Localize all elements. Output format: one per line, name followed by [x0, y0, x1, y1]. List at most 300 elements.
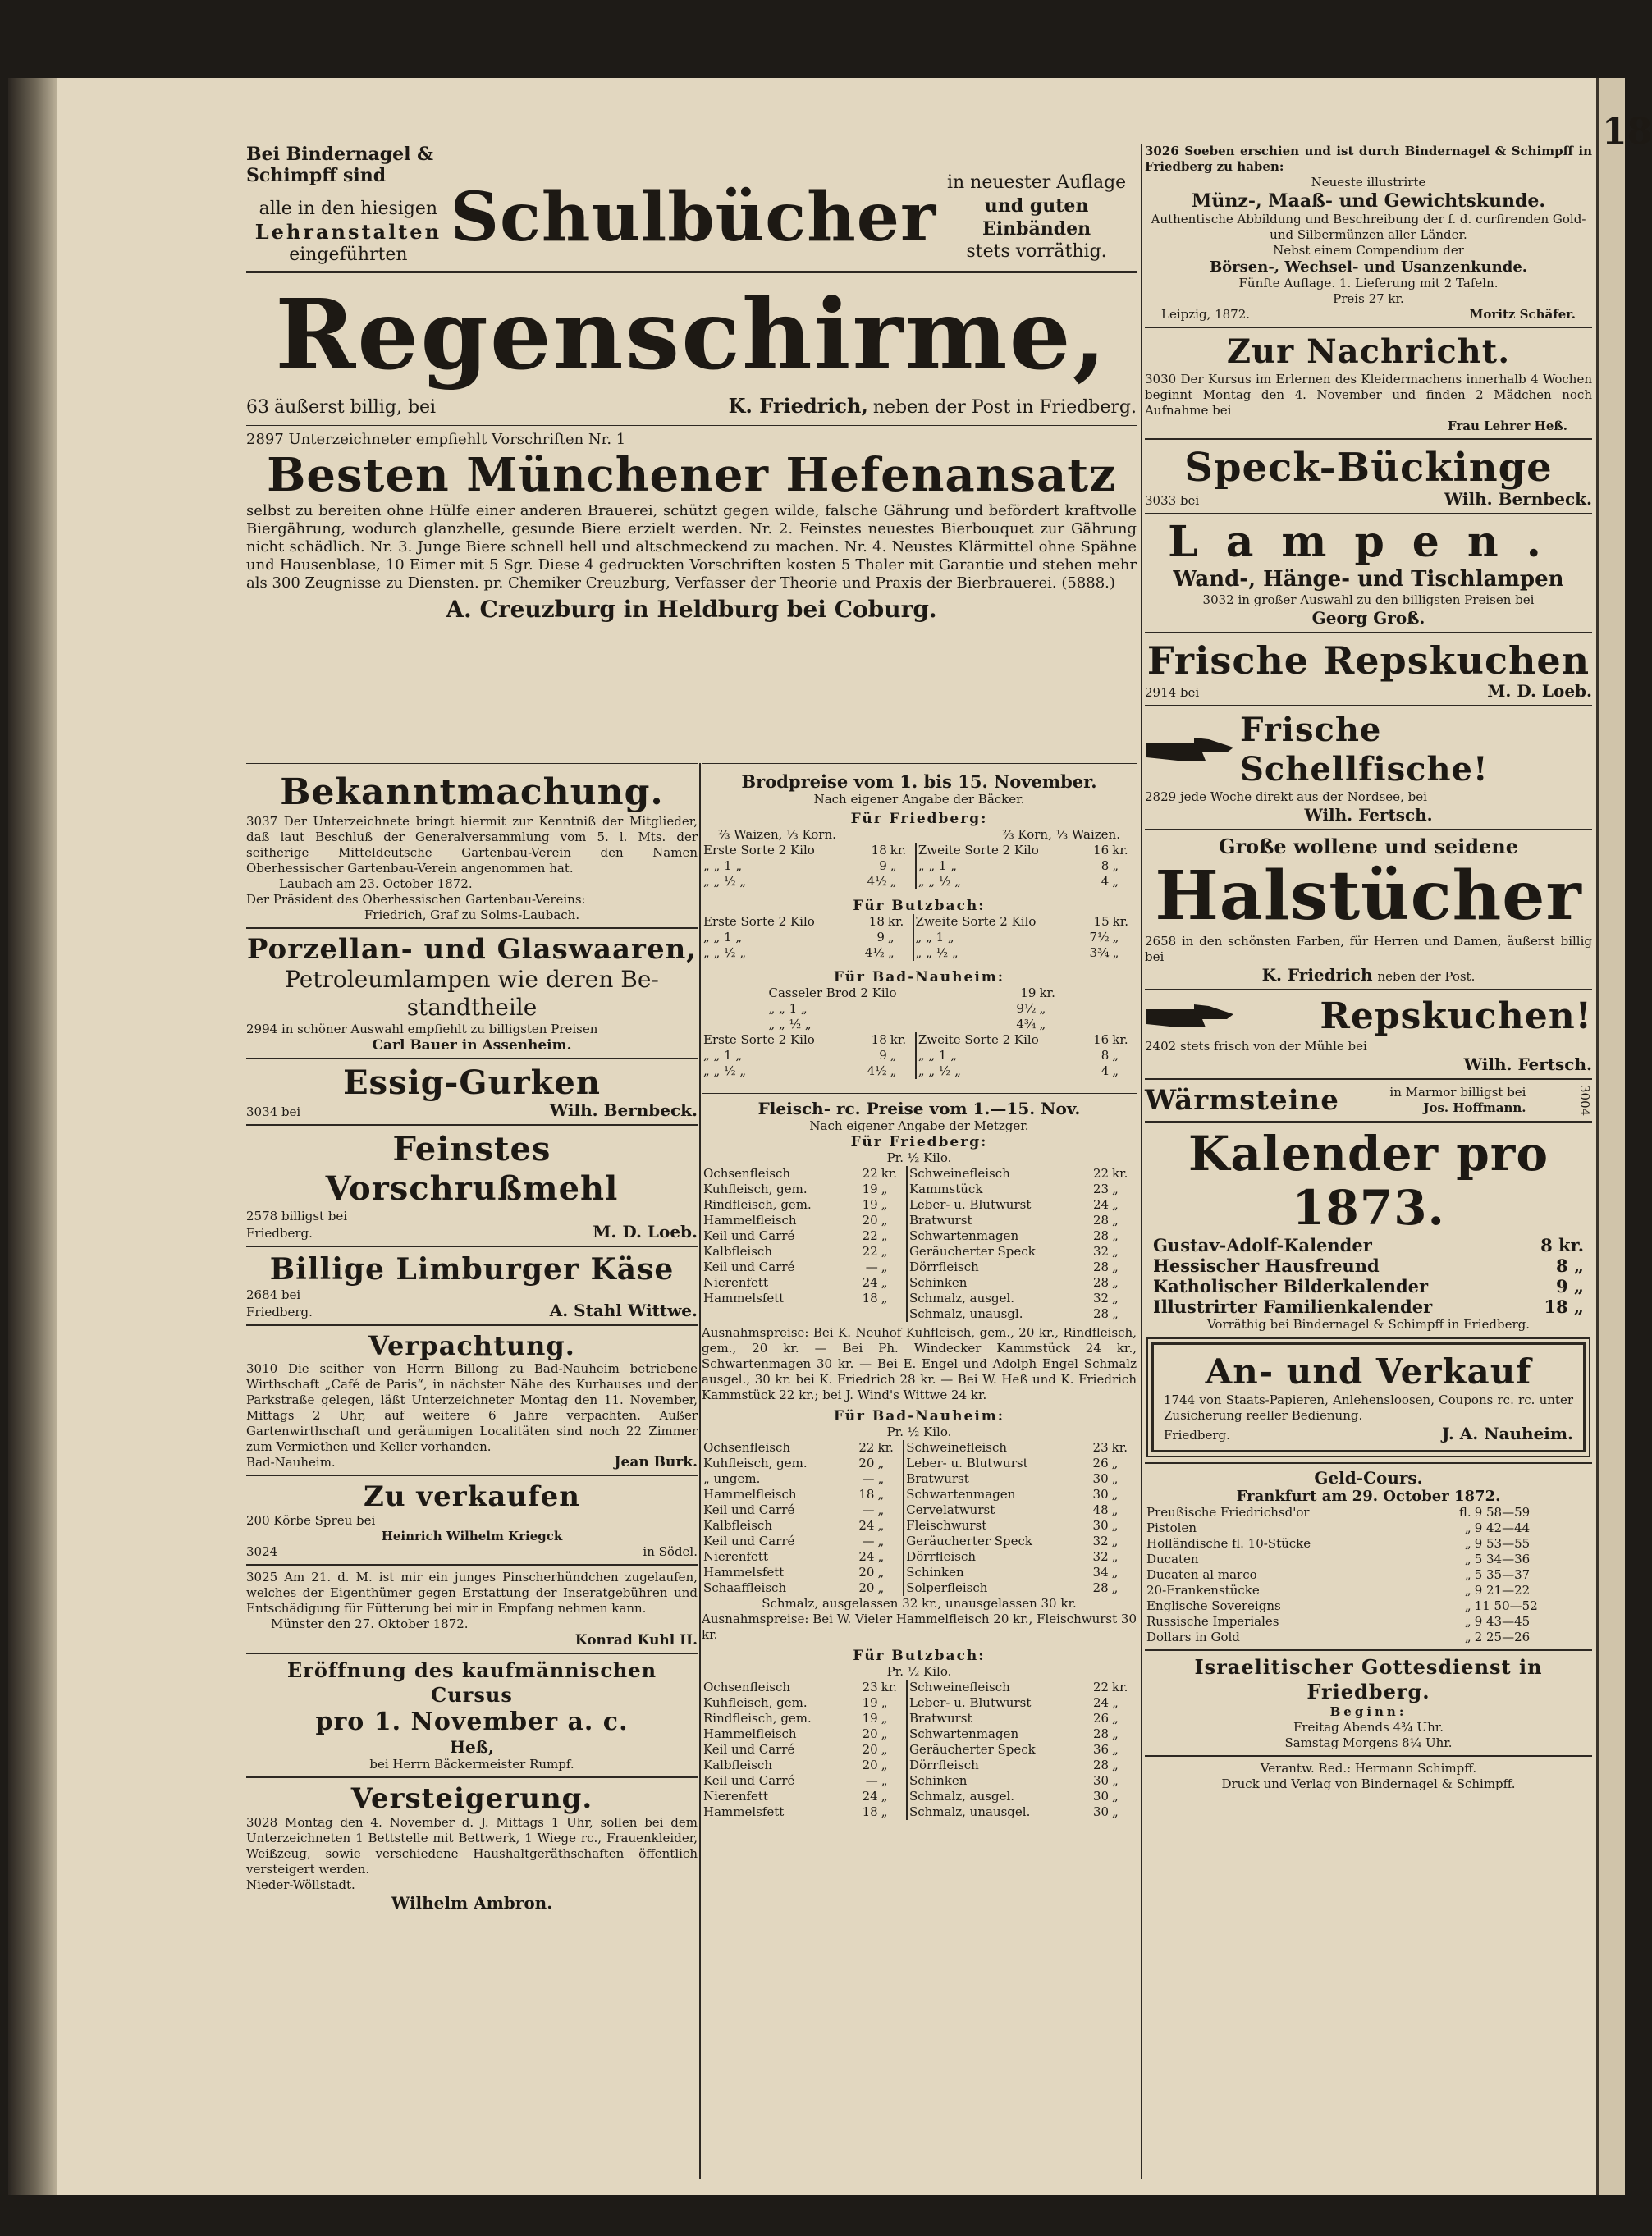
list-item — [1153, 1296, 1584, 1317]
table-cell: „ — [881, 1244, 888, 1259]
table-cell: 7½ — [1089, 930, 1110, 944]
table-cell: 32 — [1092, 1549, 1109, 1564]
table-cell: Hammelsfett — [703, 1565, 785, 1580]
table-cell: Geräucherter Speck — [907, 1244, 1085, 1260]
table-cell: 22 — [858, 1440, 875, 1455]
table-cell: — — [862, 1502, 875, 1517]
table-cell: Zweite Sorte 2 Kilo — [916, 843, 1085, 858]
table-cell: „ — [1464, 1552, 1471, 1566]
table-cell: 28 — [1092, 1228, 1110, 1243]
table-cell: „ „ 1 „ — [703, 930, 743, 944]
list-item — [1153, 1235, 1584, 1255]
regen-signature: K. Friedrich, — [728, 394, 868, 418]
table-cell: 30 — [1092, 1804, 1110, 1819]
table-cell: „ — [1112, 1275, 1119, 1290]
fleisch-table-nauheim — [702, 1440, 1137, 1596]
table-cell: Keil und Carré — [703, 1534, 795, 1548]
table-row — [702, 1773, 1137, 1789]
table-row — [702, 1228, 1137, 1244]
table-cell: „ — [1112, 945, 1119, 960]
table-cell: kr. — [1112, 1680, 1128, 1694]
cursus-title: Eröffnung des kaufmännischen Cursus — [286, 1658, 657, 1707]
table-cell: kr. — [887, 914, 904, 929]
table-cell: Zweite Sorte 2 Kilo — [916, 1032, 1085, 1048]
table-cell: „ — [881, 1695, 888, 1710]
table-cell: „ — [1464, 1536, 1471, 1551]
table-cell: 30 — [1092, 1471, 1109, 1486]
banner-ads: Bei Bindernagel & Schimpff sind alle in den hiesigen Lehranstalten eingeführten Schulbücher in neuester Auflage und guten Einbänden stets vorräthig. Regenschirme, 63 äußerst billig, bei K. Friedrich, neben der Post in Friedberg. 2897 Unterzeichneter empfiehlt Vorschriften Nr. 1 Besten Münchener Hefenansatz selbst zu bereiten ohne Hülfe einer anderen Brauerei, schützt gegen wilde, falsche Gährung und befördert kraftvolle Biergährung, wodurch glanzhelle, gesunde Biere erzielt werden. Nr. 2. Feinstes neuestes Bierbouquet zur Gährung nicht schädlich. Nr. 3. Junge Biere schnell hell und altschmeckend zu machen. Nr. 4. Neustes Klärmittel ohne Spähne und Hausenblase, 10 Eimer mit 5 Sgr. Diese 4 gedruckten Vorschriften kosten 5 Thaler mit Garantie und stehen mehr als 300 Zeugnisse zu Diensten. pr. Chemiker Creuzburg, Verfasser der Theorie und Praxis der Bierbrauerei. (5888.) A. Creuzburg in Heldburg bei Coburg. — [246, 144, 1137, 623]
table-row — [702, 1456, 1137, 1471]
table-row — [702, 1680, 1137, 1695]
table-cell: „ — [1464, 1614, 1471, 1629]
hund-notice: 3025 Am 21. d. M. ist mir ein junges Pinscherhündchen zugelaufen, welches der Eigenthümer gegen Erstattung der Inseratgebühren und Entschädigung für Fütterung bei mir in Empfang nehmen kann. — [246, 1570, 698, 1616]
table-cell: „ — [877, 1471, 885, 1486]
pointing-hand-icon — [1145, 1003, 1235, 1031]
table-cell: 22 — [862, 1166, 878, 1181]
table-cell: „ — [1112, 1306, 1119, 1321]
table-cell: „ „ ½ „ — [703, 1063, 747, 1078]
table-cell: Schwartenmagen — [907, 1726, 1085, 1742]
table-cell: „ — [877, 1518, 885, 1533]
table-cell: Solperfleisch — [904, 1580, 1084, 1596]
table-cell: 19 — [862, 1182, 878, 1196]
table-cell: „ — [881, 1773, 888, 1788]
table-cell: Keil und Carré — [703, 1502, 795, 1517]
table-cell: 4½ — [867, 874, 887, 889]
table-cell: „ — [890, 874, 897, 889]
table-cell: — — [862, 1471, 875, 1486]
table-cell: Ochsenfleisch — [703, 1166, 791, 1181]
schulbuecher-left: Bei Bindernagel & Schimpff sind alle in den hiesigen Lehranstalten eingeführten — [246, 144, 451, 267]
table-cell: 8 — [1101, 1048, 1110, 1063]
table-cell: Englische Sovereigns — [1146, 1598, 1281, 1613]
table-cell: 4½ — [867, 1063, 887, 1078]
table-cell: Preußische Friedrichsd'or — [1146, 1505, 1310, 1520]
table-cell: „ — [877, 1456, 885, 1470]
table-cell: kr. — [1112, 1166, 1128, 1181]
table-cell: 8 — [1101, 858, 1110, 873]
table-row — [702, 1487, 1137, 1502]
table-cell: „ — [881, 1726, 888, 1741]
table-cell: Keil und Carré — [703, 1742, 795, 1757]
table-cell: 4 — [1101, 874, 1110, 889]
table-cell: Rindfleisch, gem. — [703, 1197, 812, 1212]
table-cell: 28 — [1092, 1260, 1110, 1274]
fleisch-table-friedberg — [702, 1166, 1137, 1322]
ad-number: 63 — [246, 397, 269, 418]
table-row — [702, 1260, 1137, 1275]
kalender-price: 9 „ — [1555, 1276, 1584, 1296]
table-cell: Schweinefleisch — [904, 1440, 1084, 1456]
table-row — [702, 1291, 1137, 1306]
table-cell: 20 — [858, 1565, 875, 1580]
table-cell: „ — [881, 1260, 888, 1274]
mehl-title: Feinstes Vorschrußmehl — [325, 1130, 619, 1208]
table-cell: kr. — [1112, 914, 1129, 929]
table-cell: Schweinefleisch — [907, 1680, 1085, 1695]
column-rule — [699, 763, 701, 2179]
table-cell: 24 — [862, 1275, 878, 1290]
table-row — [702, 1182, 1137, 1197]
table-cell: 9 — [879, 1048, 887, 1063]
table-row — [702, 843, 1137, 858]
table-cell: 9 — [879, 858, 887, 873]
table-cell: „ — [1112, 1711, 1119, 1726]
table-cell: „ — [881, 1789, 888, 1804]
table-cell: „ „ 1 „ — [916, 858, 1085, 874]
table-cell: „ — [881, 1804, 888, 1819]
table-cell: „ „ ½ „ — [768, 1017, 812, 1031]
table-cell: Nierenfett — [703, 1549, 768, 1564]
kalender-list — [1145, 1235, 1592, 1317]
table-cell: „ — [1112, 1228, 1119, 1243]
table-cell: 11 50—52 — [1474, 1598, 1538, 1613]
table-cell: „ — [1464, 1567, 1471, 1582]
table-row — [702, 858, 1137, 874]
table-cell: „ — [1111, 1456, 1119, 1470]
table-row — [702, 1502, 1137, 1518]
kalender-title: Kalender pro 1873. — [1188, 1126, 1549, 1236]
waermsteine-title: Wärmsteine — [1145, 1084, 1339, 1117]
column-rule — [1141, 144, 1142, 2179]
table-row — [702, 1063, 1137, 1079]
table-cell: „ — [890, 1048, 897, 1063]
table-cell: Schwartenmagen — [904, 1487, 1084, 1502]
table-cell: 22 — [862, 1228, 878, 1243]
table-cell: „ — [881, 1228, 888, 1243]
table-cell: „ — [881, 1213, 888, 1228]
book-spine — [8, 78, 57, 2195]
table-cell: Dörrfleisch — [904, 1549, 1084, 1565]
table-cell: „ — [877, 1502, 885, 1517]
table-cell: „ — [1112, 1695, 1119, 1710]
table-cell: — — [865, 1773, 878, 1788]
table-cell: Leber- u. Blutwurst — [907, 1197, 1085, 1213]
table-cell: 18 — [871, 1032, 887, 1047]
table-cell: 20 — [862, 1213, 878, 1228]
table-cell: „ — [1111, 1549, 1119, 1564]
table-cell: 30 — [1092, 1518, 1109, 1533]
table-cell: Leber- u. Blutwurst — [907, 1695, 1085, 1711]
table-cell: 20-Frankenstücke — [1146, 1583, 1260, 1598]
table-cell: „ — [1112, 1197, 1119, 1212]
table-cell: 36 — [1092, 1742, 1110, 1757]
table-cell: „ — [1112, 1213, 1119, 1228]
table-cell: „ — [877, 1549, 885, 1564]
table-row — [702, 930, 1137, 945]
table-row — [702, 1244, 1137, 1260]
table-cell: „ — [881, 1758, 888, 1772]
table-cell: Geräucherter Speck — [904, 1534, 1084, 1549]
table-cell: Cervelatwurst — [904, 1502, 1084, 1518]
table-cell: kr. — [881, 1166, 898, 1181]
nachricht-title: Zur Nachricht. — [1226, 332, 1511, 371]
table-cell: „ — [1111, 1487, 1119, 1502]
table-row — [702, 874, 1137, 889]
list-item — [1153, 1276, 1584, 1296]
table-cell: „ — [1039, 1001, 1046, 1016]
table-row — [702, 1711, 1137, 1726]
essig-title: Essig-Gurken — [343, 1063, 601, 1102]
table-row — [702, 1804, 1137, 1820]
lampen-title: Lampen. — [1168, 517, 1569, 567]
table-cell: „ — [1039, 1017, 1046, 1031]
table-row — [767, 1001, 1072, 1017]
table-row — [702, 1695, 1137, 1711]
table-cell: 22 — [862, 1244, 878, 1259]
pointing-hand-icon — [1145, 736, 1235, 764]
schulbuecher-right: in neuester Auflage und guten Einbänden stets vorräthig. — [946, 172, 1127, 262]
table-cell: 2 25—26 — [1474, 1630, 1531, 1644]
table-cell: Dörrfleisch — [907, 1260, 1085, 1275]
table-cell: Zweite Sorte 2 Kilo — [913, 914, 1080, 930]
table-cell: „ — [877, 1487, 885, 1502]
table-cell: Keil und Carré — [703, 1260, 795, 1274]
table-row — [702, 1726, 1137, 1742]
table-cell: Dörrfleisch — [907, 1758, 1085, 1773]
table-cell: „ — [1112, 1773, 1119, 1788]
table-cell: Kuhfleisch, gem. — [703, 1456, 808, 1470]
table-cell: Russische Imperiales — [1146, 1614, 1279, 1629]
table-row — [767, 1017, 1072, 1032]
table-row — [1145, 1567, 1592, 1583]
table-cell: „ — [881, 1742, 888, 1757]
table-cell: Keil und Carré — [703, 1773, 795, 1788]
table-cell: „ — [1112, 1291, 1119, 1305]
kaese-title: Billige Limburger Käse — [269, 1252, 675, 1287]
hefe-intro: 2897 Unterzeichneter empfiehlt Vorschriften Nr. 1 — [246, 431, 626, 448]
table-cell: „ — [887, 945, 895, 960]
table-cell: „ — [1112, 930, 1119, 944]
table-cell: Kuhfleisch, gem. — [703, 1695, 808, 1710]
table-cell: 20 — [862, 1726, 878, 1741]
table-cell: 16 — [1093, 843, 1110, 857]
table-cell: Nierenfett — [703, 1789, 768, 1804]
table-cell: „ — [1112, 1758, 1119, 1772]
table-cell: Hammelfleisch — [703, 1213, 797, 1228]
kalender-name: Hessischer Hausfreund — [1153, 1255, 1380, 1276]
table-cell — [702, 1306, 853, 1322]
table-row — [702, 1048, 1137, 1063]
table-cell: „ „ 1 „ — [916, 1048, 1085, 1063]
muenz-title: Münz-, Maaß- und Gewichtskunde. — [1192, 190, 1545, 212]
table-cell: Kammstück — [907, 1182, 1085, 1197]
table-row — [702, 914, 1137, 930]
table-cell: 23 — [1092, 1440, 1109, 1455]
table-cell — [880, 1306, 907, 1322]
table-cell: Pistolen — [1146, 1520, 1197, 1535]
table-cell: kr. — [881, 1680, 898, 1694]
kalender-price: 18 „ — [1544, 1296, 1584, 1317]
table-cell: 24 — [1092, 1695, 1110, 1710]
brod-table-butzbach — [702, 914, 1137, 961]
table-cell: kr. — [890, 1032, 907, 1047]
table-cell: „ — [1464, 1520, 1471, 1535]
table-cell: „ — [877, 1565, 885, 1580]
table-cell: „ — [1111, 1534, 1119, 1548]
table-cell: Keil und Carré — [703, 1228, 795, 1243]
page-number: 18 — [1602, 111, 1652, 153]
table-cell: „ — [1112, 1804, 1119, 1819]
table-cell: „ „ ½ „ — [916, 1063, 1085, 1079]
table-cell: 18 — [868, 914, 885, 929]
table-cell: „ — [877, 1580, 885, 1595]
table-cell: Schweinefleisch — [907, 1166, 1085, 1182]
table-cell: 48 — [1092, 1502, 1109, 1517]
table-cell: Rindfleisch, gem. — [703, 1711, 812, 1726]
table-row — [1145, 1536, 1592, 1552]
table-cell: 5 35—37 — [1474, 1567, 1531, 1582]
table-cell: Casseler Brod 2 Kilo — [768, 985, 897, 1000]
table-cell: „ — [1464, 1583, 1471, 1598]
table-cell: Nierenfett — [703, 1275, 768, 1290]
an-verkauf-box: An- und Verkauf 1744 von Staats-Papieren, Anlehensloosen, Coupons rc. rc. unter Zusicherung reeller Bedienung. Friedberg. J. A. Nauheim. — [1151, 1342, 1586, 1452]
table-cell: kr. — [877, 1440, 894, 1455]
list-item — [1153, 1255, 1584, 1276]
table-row — [1145, 1630, 1592, 1645]
table-cell: „ — [1112, 858, 1119, 873]
table-cell: „ „ 1 „ — [913, 930, 1080, 945]
table-cell: 18 — [871, 843, 887, 857]
table-cell: „ — [1464, 1598, 1471, 1613]
versteigerung-title: Versteigerung. — [350, 1782, 593, 1815]
table-cell: Kalbfleisch — [703, 1244, 772, 1259]
table-cell: Kalbfleisch — [703, 1758, 772, 1772]
table-cell: 24 — [862, 1789, 878, 1804]
table-cell: „ „ ½ „ — [703, 874, 747, 889]
verpachtung-title: Verpachtung. — [368, 1330, 575, 1361]
muenz-intro: 3026 Soeben erschien und ist durch Bindernagel & Schimpff in Friedberg zu haben: — [1145, 144, 1592, 174]
table-cell: „ — [1464, 1630, 1471, 1644]
table-cell: Schwartenmagen — [907, 1228, 1085, 1244]
table-row — [702, 945, 1137, 961]
next-page-edge — [1596, 78, 1652, 2195]
table-cell: 34 — [1092, 1565, 1109, 1580]
brod-table-casseler — [767, 985, 1072, 1032]
bekanntmachung-title: Bekanntmachung. — [280, 771, 664, 813]
table-cell: Schmalz, unausgel. — [907, 1804, 1085, 1820]
halstuecher-title: Halstücher — [1155, 857, 1582, 935]
column-3: 3026 Soeben erschien und ist durch Bindernagel & Schimpff in Friedberg zu haben: Neueste illustrirte Münz-, Maaß- und Gewichtskunde. Authentische Abbildung und Beschreibung der f. d. curfirenden Gold- und Silbermünzen aller Länder. Nebst einem Compendium der Börsen-, Wechsel- und Usanzenkunde. Fünfte Auflage. 1. Lieferung mit 2 Tafeln. Preis 27 kr. Leipzig, 1872. Moritz Schäfer. Zur Nachricht. 3030 Der Kursus im Erlernen des Kleidermachens innerhalb 4 Wochen beginnt Montag den 4. November und finden 2 Mädchen noch Aufnahme bei Frau Lehrer Heß. Speck-Bückinge 3033 bei Wilh. Bernbeck. Lampen. Wand-, Hänge- und Tischlampen 3032 in großer Auswahl zu den billigsten Preisen bei Georg Groß. Frische Repskuchen 2914 bei M. D. Loeb. Frische Schellfische! 2829 jede Woche direkt aus der Nordsee, bei Wilh. Fertsch. Große wollene und seidene Halstücher 2658 in den schönsten Farben, für Herren und Damen, äußerst billig bei K. Friedrich neben der Post. Repskuchen! 2402 stets frisch von der Mühle bei Wilh. Fertsch. Wärmsteine in Marmor billigst bei Jos. Hoffmann. 3004 Kalender pro 1873. Gustav-Adolf-Kalender 8 kr. Hessischer Hausfreund 8 „ Katholischer Bilderkalender 9 „ Illustrirter Familienkalender 18 „ Vorräthig bei Bindernagel & Schimpff in Friedberg. An- und Verkauf 1744 von Staats-Papieren, Anlehensloosen, Coupons rc. rc. unter Zusicherung reeller Bedienung. Friedberg. J. A. Nauheim. Geld-Cours. Frankfurt am 29. October 1872. Preußische Friedrichsd'or fl. 9 58—59 Pistolen „ 9 42—44 Holländische fl. 10-Stücke „ 9 53—55 Ducaten „ 5 34—36 Ducaten al marco „ 5 35—37 20-Frankenstücke „ 9 21—22 Englische Sovereigns „ 11 50—52 Russische Imperiales „ 9 43—45 Dollars in Gold „ 2 25—26 Israelitischer Gottesdienst in Friedberg. Beginn: Freitag Abends 4¾ Uhr. Samstag Morgens 8¼ Uhr. Verantw. Red.: Hermann Schimpff. Druck und Verlag von Bindernagel & Schimpff. — [1145, 144, 1592, 1791]
table-cell: 28 — [1092, 1580, 1109, 1595]
table-cell: „ — [1111, 1471, 1119, 1486]
table-cell: Leber- u. Blutwurst — [904, 1456, 1084, 1471]
porzellan-title: Porzellan- und Glaswaaren, — [246, 933, 698, 966]
imprint: Druck und Verlag von Bindernagel & Schimpff. — [1221, 1776, 1516, 1791]
table-cell: Geräucherter Speck — [907, 1742, 1085, 1758]
repskuchen-title: Frische Repskuchen — [1146, 638, 1590, 683]
table-row — [702, 1580, 1137, 1596]
table-cell: 18 — [858, 1487, 875, 1502]
table-cell: „ ungem. — [703, 1471, 761, 1486]
table-row — [1145, 1520, 1592, 1536]
table-cell: „ — [1112, 1048, 1119, 1063]
table-cell: 19 — [862, 1197, 878, 1212]
table-cell: „ — [881, 1182, 888, 1196]
table-cell: Schaaffleisch — [703, 1580, 787, 1595]
table-cell: 30 — [1092, 1773, 1110, 1788]
table-cell: Ochsenfleisch — [703, 1680, 791, 1694]
table-cell: Schinken — [907, 1773, 1085, 1789]
table-cell: kr. — [890, 843, 907, 857]
table-cell: Kalbfleisch — [703, 1518, 772, 1533]
table-cell: Erste Sorte 2 Kilo — [703, 1032, 815, 1047]
table-cell: „ — [1112, 874, 1119, 889]
table-cell: 9 42—44 — [1474, 1520, 1531, 1535]
table-cell: 30 — [1092, 1487, 1109, 1502]
geld-title: Geld-Cours. — [1314, 1468, 1423, 1488]
table-cell: 28 — [1092, 1213, 1110, 1228]
table-cell: 22 — [1092, 1166, 1110, 1181]
table-cell — [853, 1306, 879, 1322]
verkaufen-title: Zu verkaufen — [364, 1480, 580, 1513]
schellfische-title: Frische Schellfische! — [1240, 711, 1489, 789]
table-cell: 28 — [1092, 1275, 1110, 1290]
table-cell: 18 — [862, 1291, 878, 1305]
table-cell: 28 — [1092, 1726, 1110, 1741]
table-row — [702, 1789, 1137, 1804]
table-cell: 20 — [858, 1580, 875, 1595]
hefe-signature: A. Creuzburg in Heldburg bei Coburg. — [446, 596, 937, 623]
kalender-name: Gustav-Adolf-Kalender — [1153, 1235, 1372, 1255]
table-cell: „ — [1112, 1789, 1119, 1804]
table-cell: Kuhfleisch, gem. — [703, 1182, 808, 1196]
table-cell: „ — [1111, 1518, 1119, 1533]
kalender-price: 8 „ — [1555, 1255, 1584, 1276]
table-cell: 15 — [1093, 914, 1110, 929]
table-cell: Holländische fl. 10-Stücke — [1146, 1536, 1311, 1551]
table-cell: 32 — [1092, 1291, 1110, 1305]
table-cell: Schmalz, ausgel. — [907, 1291, 1085, 1306]
table-cell: kr. — [1112, 1032, 1128, 1047]
table-row — [702, 1440, 1137, 1456]
table-cell: 28 — [1092, 1758, 1110, 1772]
table-cell: „ — [887, 930, 895, 944]
table-cell: „ — [1112, 1726, 1119, 1741]
table-cell: 9 58—59 — [1474, 1505, 1531, 1520]
table-cell: 9 21—22 — [1474, 1583, 1531, 1598]
table-row — [702, 1275, 1137, 1291]
table-cell: 22 — [1092, 1680, 1110, 1694]
schul-left-line: alle in den hiesigen — [259, 199, 438, 219]
table-row — [702, 1742, 1137, 1758]
table-cell: 4 — [1101, 1063, 1110, 1078]
table-cell: Bratwurst — [904, 1471, 1084, 1487]
table-cell: kr. — [1039, 985, 1055, 1000]
table-cell: Schinken — [904, 1565, 1084, 1580]
table-cell: 3¾ — [1089, 945, 1110, 960]
table-cell: Fleischwurst — [904, 1518, 1084, 1534]
column-1: Bekanntmachung. 3037 Der Unterzeichnete bringt hiermit zur Kenntniß der Mitglieder, daß laut Beschluß der Generalversammlung vom 5. l. Mts. der seitherige Mitteldeutsche Gartenbau-Verein den Namen Oberhessischer Gartenbau-Verein angenommen hat. Laubach am 23. October 1872. Der Präsident des Oberhessischen Gartenbau-Vereins: Friedrich, Graf zu Solms-Laubach. Porzellan- und Glaswaaren, Petroleumlampen wie deren Be- standtheile 2994 in schöner Auswahl empfiehlt zu billigsten Preisen Carl Bauer in Assenheim. Essig-Gurken 3034 bei Wilh. Bernbeck. Feinstes Vorschrußmehl 2578 billigst bei Friedberg. M. D. Loeb. Billige Limburger Käse 2684 bei Friedberg. A. Stahl Wittwe. Verpachtung. 3010 Die seither von Herrn Billong zu Bad-Nauheim betriebene Wirthschaft „Café de Paris“, in nächster Nähe des Kurhauses und der Parkstraße gelegen, läßt Unterzeichneter Montag den 11. November, Mittags 2 Uhr, auf weitere 6 Jahre verpachten. Außer Gartenwirthschaft und geräumigen Localitäten sind noch 22 Zimmer zum Vermiethen und Keller vorhanden. Bad-Nauheim. Jean Burk. Zu verkaufen 200 Körbe Spreu bei Heinrich Wilhelm Kriegck 3024 in Södel. 3025 Am 21. d. M. ist mir ein junges Pinscherhündchen zugelaufen, welches der Eigenthümer gegen Erstattung der Inseratgebühren und Entschädigung für Fütterung bei mir in Empfang nehmen kann. Münster den 27. Oktober 1872. Konrad Kuhl II. Eröffnung des kaufmännischen Cursus pro 1. November a. c. Heß, bei Herrn Bäckermeister Rumpf. Versteigerung. 3028 Montag den 4. November d. J. Mittags 1 Uhr, sollen bei dem Unterzeichneten 1 Bettstelle mit Bettwerk, 1 Wiege rc., Frauenkleider, Weißzeug, sowie verschiedene Haushaltgeräthschaften öffentlich versteigert werden. Nieder-Wöllstadt. Wilhelm Ambron. — [246, 763, 698, 2179]
table-row — [1145, 1614, 1592, 1630]
column-2: Brodpreise vom 1. bis 15. November. Nach eigener Angabe der Bäcker. Für Friedberg: ⅔ Waizen, ⅓ Korn. ⅔ Korn, ⅓ Waizen. Erste Sorte 2 Kilo 18 kr. Zweite Sorte 2 Kilo 16 kr. „ „ 1 „ 9 „ „ „ 1 „ 8 „ „ „ ½ „ 4½ „ „ „ ½ „ 4 „ Für Butzbach: Erste Sorte 2 Kilo 18 kr. Zweite Sorte 2 Kilo 15 kr. „ „ 1 „ 9 „ „ „ 1 „ 7½ „ „ „ ½ „ 4½ „ „ „ ½ „ 3¾ „ Für Bad-Nauheim: Casseler Brod 2 Kilo 19 kr. „ „ 1 „ 9½ „ „ „ ½ „ 4¾ „ Erste Sorte 2 Kilo 18 kr. Zweite Sorte 2 Kilo 16 kr. „ „ 1 „ 9 „ „ „ 1 „ 8 „ „ „ ½ „ 4½ „ „ „ ½ „ 4 „ Fleisch- rc. Preise vom 1.—15. Nov. Nach eigener Angabe der Metzger. Für Friedberg: Pr. ½ Kilo. Ochsenfleisch 22 kr. Schweinefleisch 22 kr. Kuhfleisch, gem. 19 „ Kammstück 23 „ Rindfleisch, gem. 19 „ Leber- u. Blutwurst 24 „ Hammelfleisch 20 „ Bratwurst 28 „ Keil und Carré 22 „ Schwartenmagen 28 „ Kalbfleisch 22 „ Geräucherter Speck 32 „ Keil und Carré — „ Dörrfleisch 28 „ Nierenfett 24 „ Schinken 28 „ Hammelsfett 18 „ Schmalz, ausgel. 32 „ Schmalz, unausgl. 28 „ Ausnahmspreise: Bei K. Neuhof Kuhfleisch, gem., 20 kr., Rindfleisch, gem., 20 kr. — Bei Ph. Windecker Kammstück 24 kr., Schwartenmagen 30 kr. — Bei E. Engel und Adolph Engel Schmalz ausgel., 30 kr. bei K. Friedrich 28 kr. — Bei W. Heß und K. Friedrich Kammstück 22 kr.; bei J. Wind's Wittwe 24 kr. Für Bad-Nauheim: Pr. ½ Kilo. Ochsenfleisch 22 kr. Schweinefleisch 23 kr. Kuhfleisch, gem. 20 „ Leber- u. Blutwurst 26 „ „ ungem. — „ Bratwurst 30 „ Hammelfleisch 18 „ Schwartenmagen 30 „ Keil und Carré — „ Cervelatwurst 48 „ Kalbfleisch 24 „ Fleischwurst 30 „ Keil und Carré — „ Geräucherter Speck 32 „ Nierenfett 24 „ Dörrfleisch 32 „ Hammelsfett 20 „ Schinken 34 „ Schaaffleisch 20 „ Solperfleisch 28 „ Schmalz, ausgelassen 32 kr., unausgelassen 30 kr. Ausnahmspreise: Bei W. Vieler Hammelfleisch 20 kr., Fleischwurst 30 kr. Für Butzbach: Pr. ½ Kilo. Ochsenfleisch 23 kr. Schweinefleisch 22 kr. Kuhfleisch, gem. 19 „ Leber- u. Blutwurst 24 „ Rindfleisch, gem. 19 „ Bratwurst 26 „ Hammelfleisch 20 „ Schwartenmagen 28 „ Keil und Carré 20 „ Geräucherter Speck 36 „ Kalbfleisch 20 „ Dörrfleisch 28 „ Keil und Carré — „ Schinken 30 „ Nierenfett 24 „ Schmalz, ausgel. 30 „ Hammelsfett 18 „ Schmalz, unausgel. 30 „ — [702, 763, 1137, 2179]
table-cell: „ „ 1 „ — [703, 1048, 743, 1063]
table-cell: 30 — [1092, 1789, 1110, 1804]
table-cell: Bratwurst — [907, 1711, 1085, 1726]
hefe-title: Besten Münchener Hefenansatz — [267, 448, 1116, 502]
table-cell: Ducaten al marco — [1146, 1567, 1257, 1582]
table-cell: — — [862, 1534, 875, 1548]
table-cell: „ — [1112, 1244, 1119, 1259]
table-cell: 32 — [1092, 1244, 1110, 1259]
table-row — [1145, 1598, 1592, 1614]
schul-left-line: Lehranstalten — [254, 220, 442, 244]
table-cell: 4¾ — [1016, 1017, 1037, 1031]
table-row — [1145, 1505, 1592, 1520]
geld-table — [1145, 1505, 1592, 1645]
table-row — [1145, 1583, 1592, 1598]
table-cell: Ducaten — [1146, 1552, 1199, 1566]
